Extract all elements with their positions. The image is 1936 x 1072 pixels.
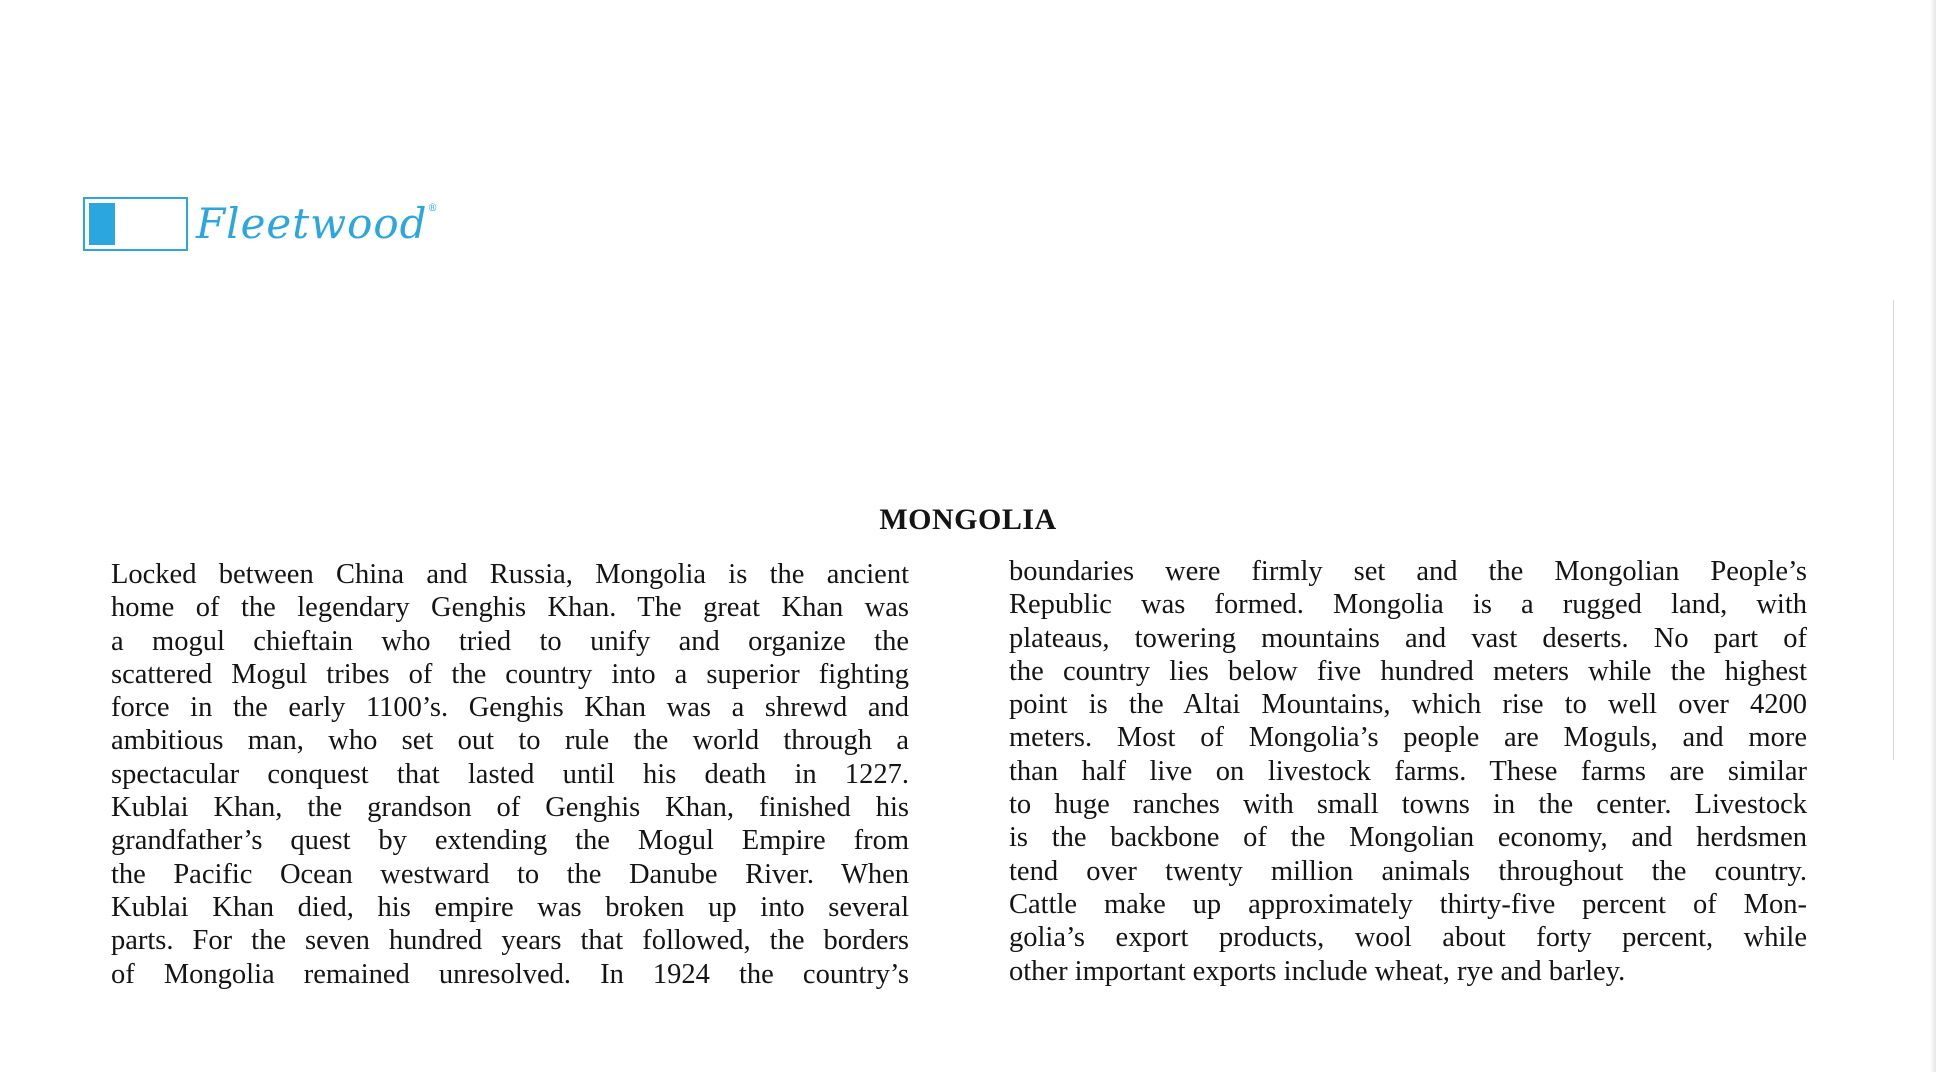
fleetwood-logo: [83, 195, 439, 253]
logo-wordmark: [196, 197, 439, 251]
text-line: to huge ranches with small towns in the center. Livestock: [1009, 789, 1807, 821]
text-line: golia’s export products, wool about forty percent, while: [1009, 922, 1807, 954]
right-column: [1009, 555, 1807, 988]
text-line: meters. Most of Mongolia’s people are Moguls, and more: [1009, 722, 1807, 754]
text-line: than half live on livestock farms. These farms are similar: [1009, 755, 1807, 787]
text-line: a mogul chieftain who tried to unify and organize the: [111, 625, 909, 657]
text-line: of Mongolia remained unresolved. In 1924 the country’s: [111, 958, 909, 990]
text-line: other important exports include wheat, rye and barley.: [1009, 955, 1626, 987]
text-line: spectacular conquest that lasted until his death in 1227.: [111, 758, 909, 790]
text-line: Republic was formed. Mongolia is a rugged land, with: [1009, 589, 1807, 621]
logo-box-fill: [89, 203, 115, 245]
text-line: the Pacific Ocean westward to the Danube River. When: [111, 858, 909, 890]
text-line: home of the legendary Genghis Khan. The great Khan was: [111, 592, 909, 624]
text-line: force in the early 1100’s. Genghis Khan was a shrewd and: [111, 692, 909, 724]
article-title: MONGOLIA: [879, 503, 1057, 536]
text-line: Kublai Khan, the grandson of Genghis Khan, finished his: [111, 792, 909, 824]
logo-brand-text: Fleetwood: [196, 199, 428, 248]
text-line: plateaus, towering mountains and vast deserts. No part of: [1009, 622, 1807, 654]
text-line: scattered Mogul tribes of the country into a superior fighting: [111, 658, 909, 690]
text-line: ambitious man, who set out to rule the world through a: [111, 725, 909, 757]
text-line: point is the Altai Mountains, which rise to well over 4200: [1009, 689, 1807, 721]
logo-box-icon: [83, 197, 188, 251]
text-line: grandfather’s quest by extending the Mogul Empire from: [111, 825, 909, 857]
text-line: parts. For the seven hundred years that followed, the borders: [111, 925, 909, 957]
text-line: tend over twenty million animals throughout the country.: [1009, 855, 1807, 887]
left-column: [111, 558, 909, 991]
text-line: boundaries were firmly set and the Mongolian People’s: [1009, 556, 1807, 587]
logo-registered-mark: ®: [427, 203, 439, 214]
text-line: the country lies below five hundred meters while the highest: [1009, 655, 1807, 687]
text-line: Locked between China and Russia, Mongolia is the ancient: [111, 559, 909, 590]
text-line: Kublai Khan died, his empire was broken up into several: [111, 891, 909, 923]
text-line: is the backbone of the Mongolian economy, and herdsmen: [1009, 822, 1807, 854]
text-line: Cattle make up approximately thirty-five percent of Mon-: [1009, 888, 1807, 920]
